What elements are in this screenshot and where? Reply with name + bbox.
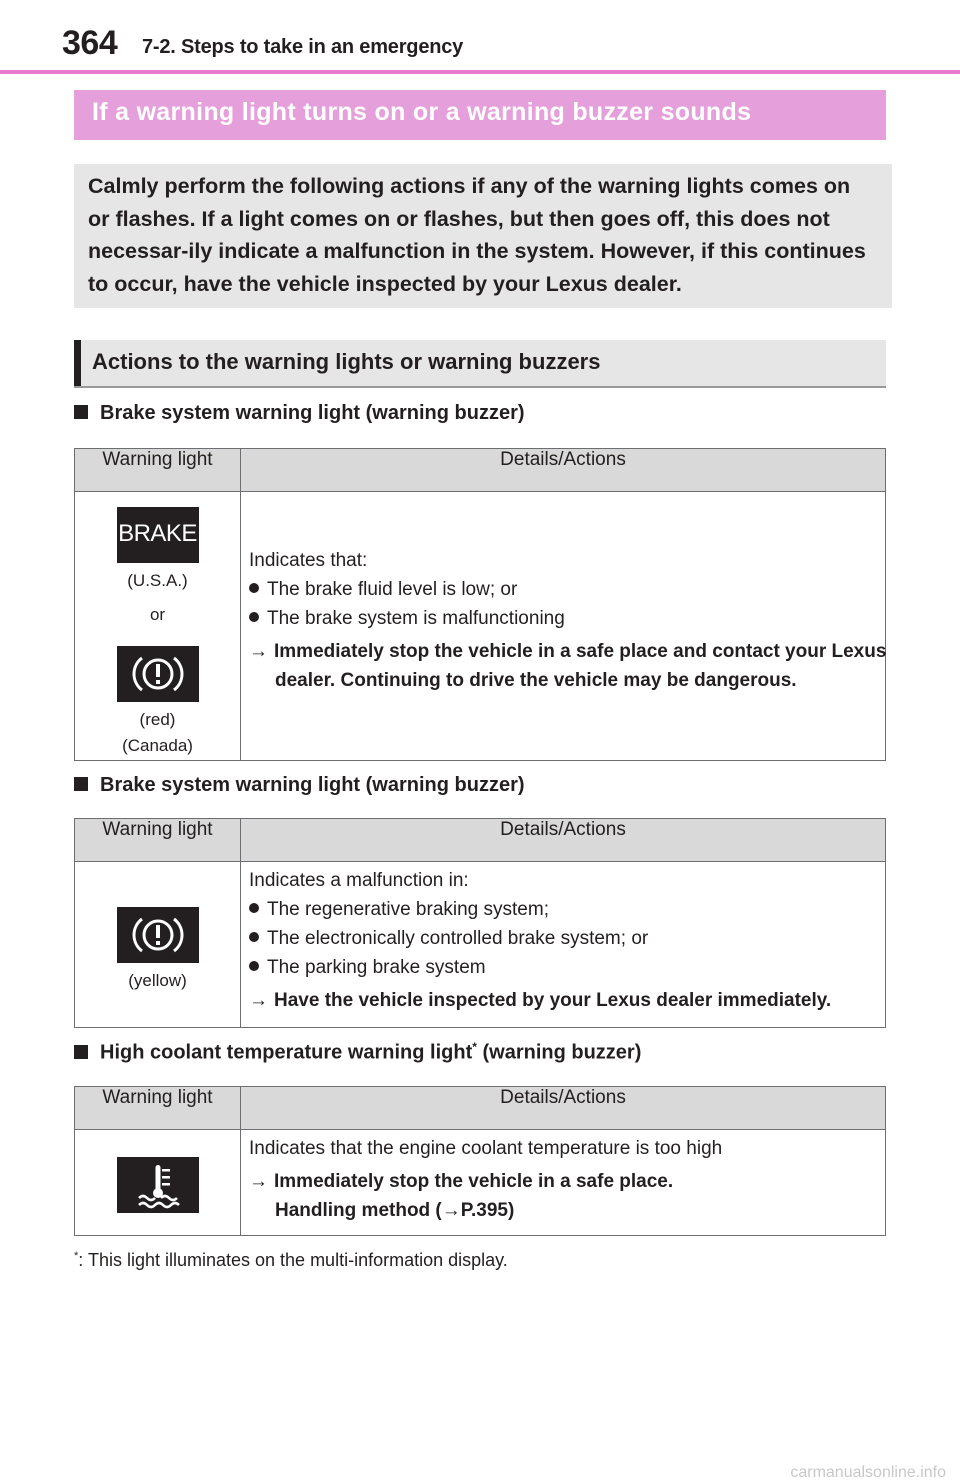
arrow-icon: →	[249, 1171, 268, 1192]
bullet-item: The parking brake system	[249, 953, 879, 982]
action-text: → Immediately stop the vehicle in a safe place and contact your Lexus dealer. Continuing to drive the vehicle may be dangerous.	[249, 641, 887, 691]
action-text: → Immediately stop the vehicle in a safe place. Handling method (→P.395)	[249, 1171, 674, 1221]
subheading-accent	[74, 340, 81, 386]
subheading-bar	[74, 340, 886, 388]
col-header-light: Warning light	[75, 819, 241, 862]
item-title-brake-yellow: Brake system warning light (warning buzzer)	[74, 774, 525, 797]
caption-usa: (U.S.A.)	[127, 571, 188, 590]
section-title: 7-2. Steps to take in an emergency	[142, 36, 464, 58]
arrow-icon: →	[249, 990, 268, 1011]
chapter-banner	[74, 90, 886, 140]
col-header-details: Details/Actions	[241, 819, 886, 862]
light-cell	[75, 492, 241, 761]
col-header-details: Details/Actions	[241, 1087, 886, 1130]
square-bullet-icon	[74, 777, 88, 791]
square-bullet-icon	[74, 1045, 88, 1059]
warning-table-brake-yellow	[74, 818, 886, 1028]
arrow-icon: →	[249, 641, 268, 662]
header-divider	[0, 70, 960, 74]
subheading-title: Actions to the warning lights or warning buzzers	[92, 349, 601, 374]
round-bullet-icon	[249, 961, 259, 971]
details-lead: Indicates that:	[249, 550, 368, 571]
col-header-light: Warning light	[75, 449, 241, 492]
col-header-details: Details/Actions	[241, 449, 886, 492]
caption-or: or	[149, 605, 166, 624]
action-text: → Have the vehicle inspected by your Lexus dealer immediately.	[249, 990, 832, 1011]
bullet-item: The brake system is malfunctioning	[249, 604, 879, 633]
page-reference-link[interactable]: P.395)	[460, 1200, 515, 1221]
banner-title: If a warning light turns on or a warning buzzer sounds	[92, 98, 752, 126]
warning-table-brake-red	[74, 448, 886, 761]
page-header	[0, 0, 960, 76]
intro-text: Calmly perform the following actions if any of the warning lights comes on or flashes. If a light comes on or flashes, but then goes off, this does not necessar-ily indicate a malfunction in the system. However, if this continues to occur, have the vehicle inspected by your Lexus dealer.	[88, 174, 866, 296]
details-lead: Indicates that the engine coolant temperature is too high	[249, 1138, 723, 1159]
details-cell	[241, 862, 886, 1028]
caption-canada: (Canada)	[122, 736, 193, 755]
col-header-light: Warning light	[75, 1087, 241, 1130]
footnote: *: This light illuminates on the multi-information display.	[74, 1250, 508, 1270]
details-lead: Indicates a malfunction in:	[249, 870, 469, 891]
details-cell	[241, 492, 886, 761]
caption-yellow: (yellow)	[128, 971, 187, 990]
circle-exclamation-icon	[117, 907, 199, 963]
bullet-item: The electronically controlled brake system; or	[249, 924, 879, 953]
arrow-icon: →	[441, 1200, 461, 1221]
caption-red: (red)	[139, 710, 176, 729]
bullet-item: The regenerative braking system;	[249, 895, 879, 924]
details-cell	[241, 1130, 886, 1236]
light-cell	[75, 862, 241, 1028]
intro-panel	[74, 164, 892, 308]
round-bullet-icon	[249, 612, 259, 622]
circle-exclamation-icon	[117, 646, 199, 702]
round-bullet-icon	[249, 583, 259, 593]
item-title-coolant: High coolant temperature warning light* (warning buzzer)	[74, 1040, 641, 1065]
watermark: carmanualsonline.info	[790, 1464, 946, 1481]
round-bullet-icon	[249, 932, 259, 942]
bullet-item: The brake fluid level is low; or	[249, 575, 879, 604]
coolant-thermometer-icon	[117, 1157, 199, 1213]
page-number: 364	[62, 24, 118, 62]
round-bullet-icon	[249, 903, 259, 913]
brake-text-icon: BRAKE	[117, 507, 199, 563]
warning-table-coolant	[74, 1086, 886, 1236]
light-cell	[75, 1130, 241, 1236]
square-bullet-icon	[74, 405, 88, 419]
item-title-brake-red: Brake system warning light (warning buzzer)	[74, 402, 525, 425]
